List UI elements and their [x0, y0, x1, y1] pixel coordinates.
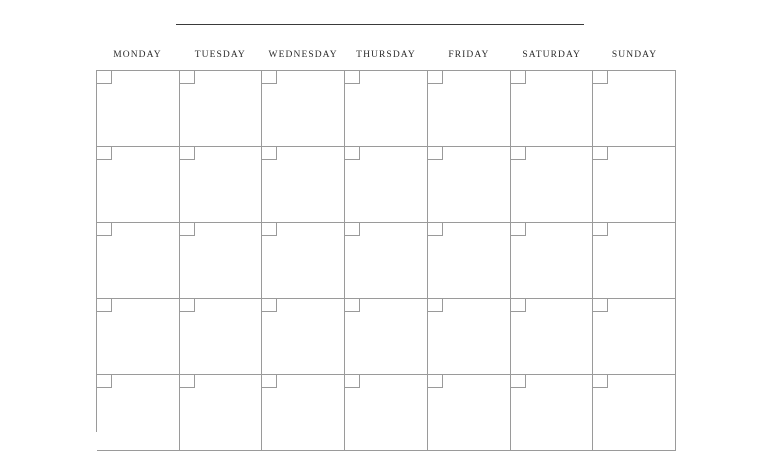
title-underline	[176, 24, 584, 25]
date-number	[97, 299, 112, 312]
date-number	[180, 147, 195, 160]
calendar-cell[interactable]	[428, 375, 511, 451]
calendar-cell[interactable]	[428, 71, 511, 147]
calendar-cell[interactable]	[511, 147, 594, 223]
date-number	[262, 375, 277, 388]
calendar-cell[interactable]	[593, 71, 676, 147]
date-number	[593, 299, 608, 312]
weekday-saturday: SATURDAY	[522, 50, 582, 60]
calendar-cell[interactable]	[511, 375, 594, 451]
date-number	[428, 71, 443, 84]
calendar-cell[interactable]	[511, 223, 594, 299]
date-number	[593, 223, 608, 236]
date-number	[428, 299, 443, 312]
calendar-cell[interactable]	[345, 375, 428, 451]
date-number	[180, 375, 195, 388]
date-number	[262, 299, 277, 312]
weekday-friday: FRIDAY	[448, 50, 490, 60]
date-number	[97, 71, 112, 84]
calendar-cell[interactable]	[97, 299, 180, 375]
calendar-cell[interactable]	[593, 147, 676, 223]
date-number	[180, 71, 195, 84]
date-number	[511, 147, 526, 160]
calendar-cell[interactable]	[97, 223, 180, 299]
calendar-cell[interactable]	[262, 71, 345, 147]
calendar-cell[interactable]	[97, 71, 180, 147]
weekday-header-row	[96, 44, 676, 66]
calendar-cell[interactable]	[97, 147, 180, 223]
calendar-title-area	[0, 0, 768, 34]
calendar-cell[interactable]	[345, 299, 428, 375]
calendar-grid	[96, 70, 676, 432]
calendar-cell[interactable]	[428, 223, 511, 299]
date-number	[593, 147, 608, 160]
calendar-cell[interactable]	[180, 147, 263, 223]
date-number	[511, 299, 526, 312]
date-number	[511, 71, 526, 84]
date-number	[511, 375, 526, 388]
date-number	[593, 71, 608, 84]
date-number	[428, 375, 443, 388]
date-number	[262, 147, 277, 160]
date-number	[97, 375, 112, 388]
calendar-cell[interactable]	[593, 223, 676, 299]
date-number	[593, 375, 608, 388]
date-number	[262, 223, 277, 236]
calendar-cell[interactable]	[511, 299, 594, 375]
calendar-cell[interactable]	[428, 299, 511, 375]
date-number	[180, 299, 195, 312]
calendar-cell[interactable]	[593, 299, 676, 375]
date-number	[428, 147, 443, 160]
calendar-cell[interactable]	[180, 223, 263, 299]
weekday-monday: MONDAY	[113, 50, 162, 60]
date-number	[345, 71, 360, 84]
calendar-cell[interactable]	[262, 147, 345, 223]
date-number	[428, 223, 443, 236]
date-number	[262, 71, 277, 84]
calendar-cell[interactable]	[180, 71, 263, 147]
date-number	[180, 223, 195, 236]
calendar-cell[interactable]	[345, 71, 428, 147]
date-number	[97, 223, 112, 236]
calendar-cell[interactable]	[345, 147, 428, 223]
weekday-sunday: SUNDAY	[611, 50, 658, 60]
calendar-cell[interactable]	[511, 71, 594, 147]
date-number	[345, 375, 360, 388]
calendar-cell[interactable]	[180, 299, 263, 375]
date-number	[345, 223, 360, 236]
date-number	[345, 147, 360, 160]
date-number	[345, 299, 360, 312]
date-number	[97, 147, 112, 160]
calendar-cell[interactable]	[97, 375, 180, 451]
calendar-cell[interactable]	[262, 223, 345, 299]
weekday-thursday: THURSDAY	[356, 50, 416, 60]
calendar-cell[interactable]	[180, 375, 263, 451]
calendar-cell[interactable]	[262, 375, 345, 451]
calendar-cell[interactable]	[262, 299, 345, 375]
weekday-wednesday: WEDNESDAY	[268, 50, 338, 60]
calendar-cell[interactable]	[593, 375, 676, 451]
weekday-tuesday: TUESDAY	[194, 50, 246, 60]
date-number	[511, 223, 526, 236]
calendar-cell[interactable]	[345, 223, 428, 299]
page-title	[0, 2, 768, 20]
calendar-cell[interactable]	[428, 147, 511, 223]
